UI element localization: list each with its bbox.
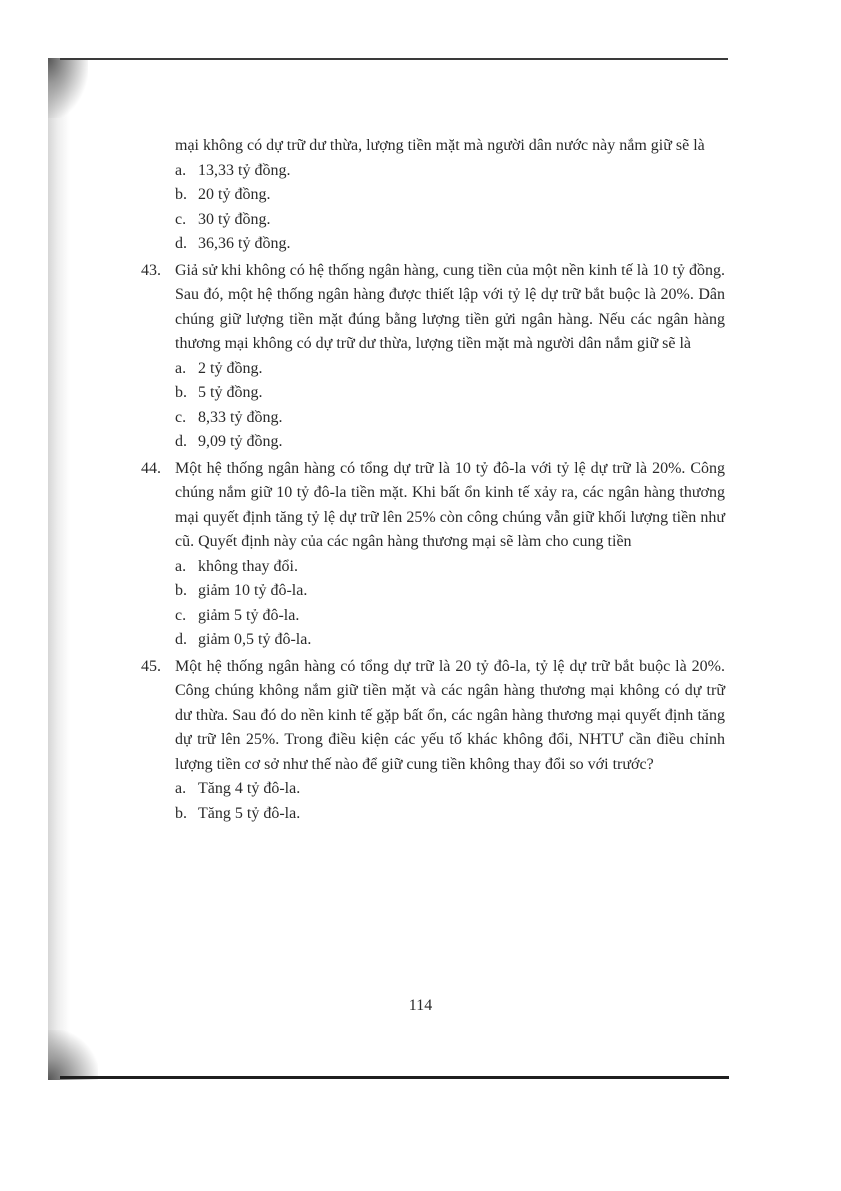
option-text: 30 tỷ đồng. [198,210,271,228]
option-letter: b. [175,804,187,822]
page-content [141,134,725,826]
scan-shadow-top-corner [48,58,88,118]
answer-option [175,357,725,382]
answer-option [175,208,725,233]
answer-option [175,555,725,580]
option-letter: a. [175,557,187,575]
answer-option [175,802,725,827]
option-text: Tăng 4 tỷ đô-la. [198,780,301,797]
option-text: 13,33 tỷ đồng. [198,161,291,179]
question-number: 43. [141,261,161,279]
answer-option [175,628,725,653]
answer-option [175,381,725,406]
answer-option [175,232,725,257]
option-text: 36,36 tỷ đồng. [198,235,291,252]
option-text: giảm 0,5 tỷ đô-la. [198,631,312,648]
option-letter: d. [175,631,187,648]
question-44 [141,457,725,653]
option-letter: c. [175,606,187,624]
option-letter: a. [175,780,187,797]
question-text: Một hệ thống ngân hàng có tổng dự trữ là 10 tỷ đô-la với tỷ lệ dự trữ là 20%. Công chúng nắm giữ 10 tỷ đô-la tiền mặt. Khi bất ổn kinh tế xảy ra, các ngân hàng thương mại quyết định tăng tỷ lệ dự trữ lên 25% còn công chúng vẫn giữ khối lượng tiền như cũ. Quyết định này của các ngân hàng thương mại sẽ làm cho cung tiền [175,459,725,550]
answer-option [175,159,725,184]
question-43 [141,259,725,455]
option-letter: d. [175,433,187,450]
question-45 [141,655,725,827]
scan-shadow-bottom-corner [48,1030,98,1080]
continued-question [175,134,725,257]
option-letter: d. [175,235,187,252]
option-text: 20 tỷ đồng. [198,186,271,203]
question-number: 45. [141,657,161,675]
option-text: 9,09 tỷ đồng. [198,433,283,450]
page-top-border [60,58,728,60]
option-text: giảm 10 tỷ đô-la. [198,582,308,599]
answer-option [175,604,725,629]
answer-option [175,579,725,604]
option-text: không thay đổi. [198,557,298,575]
question-number: 44. [141,459,161,477]
page-bottom-border [60,1076,729,1079]
option-letter: b. [175,384,187,401]
option-text: 5 tỷ đồng. [198,384,263,401]
option-text: 8,33 tỷ đồng. [198,408,283,426]
option-letter: b. [175,186,187,203]
option-letter: a. [175,161,187,179]
answer-option [175,777,725,802]
answer-option [175,183,725,208]
option-letter: a. [175,359,187,377]
option-letter: b. [175,582,187,599]
option-letter: c. [175,408,187,426]
option-text: giảm 5 tỷ đô-la. [198,606,300,624]
question-text: Một hệ thống ngân hàng có tổng dự trữ là 20 tỷ đô-la, tỷ lệ dự trữ bắt buộc là 20%. Công chúng không nắm giữ tiền mặt và các ngân hàng thương mại không có dự trữ dư thừa. Sau đó do nền kinh tế gặp bất ổn, các ngân hàng thương mại quyết định tăng dự trữ lên 25%. Trong điều kiện các yếu tố khác không đổi, NHTƯ cần điều chỉnh lượng tiền cơ sở như thế nào để giữ cung tiền không thay đổi so với trước? [175,657,725,773]
question-text: mại không có dự trữ dư thừa, lượng tiền mặt mà người dân nước này nắm giữ sẽ là [175,137,705,154]
answer-option [175,406,725,431]
option-text: Tăng 5 tỷ đô-la. [198,804,301,822]
question-text: Giả sử khi không có hệ thống ngân hàng, cung tiền của một nền kinh tế là 10 tỷ đồng. Sau đó, một hệ thống ngân hàng được thiết lập với tỷ lệ dự trữ bắt buộc là 20%. Dân chúng giữ lượng tiền mặt đúng bằng lượng tiền gửi ngân hàng. Nếu các ngân hàng thương mại không có dự trữ dư thừa, lượng tiền mặt mà người dân nắm giữ sẽ là [175,261,725,352]
option-text: 2 tỷ đồng. [198,359,263,377]
page-number: 114 [408,997,433,1014]
option-letter: c. [175,210,187,228]
answer-option [175,430,725,455]
scan-shadow-left [48,60,70,1078]
